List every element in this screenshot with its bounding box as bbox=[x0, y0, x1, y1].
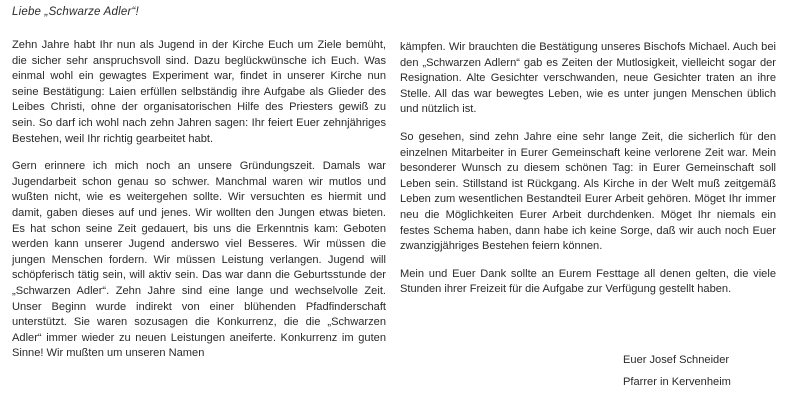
paragraph-continuation: kämpfen. Wir brauchten die Bestätigung unseres Bischofs Michael. Auch bei den „Schwarzen Adlern“ gab es Zeiten der Mutlosigkeit, vielleicht sogar der Resignation. Alte Gesichter verschwanden, neue Gesichter traten an ihre Stelle. All das war bewegtes Leben, wie es unter jungen Menschen üblich und nützlich ist. bbox=[400, 41, 776, 116]
paragraph-thanks: Mein und Euer Dank sollte an Eurem Festtage all denen gelten, die viele Stunden ihrer Freizeit für die Aufgabe zur Verfügung gestellt haben. bbox=[400, 267, 776, 296]
paragraph-wish: So gesehen, sind zehn Jahre eine sehr lange Zeit, die sicherlich für den einzelnen Mitarbeiter in Eurer Gemeinschaft keine verlorene Zeit war. Mein besonderer Wunsch zu diesem schönen Tag: in Eurer Gemeinschaft soll Leben sein. Stillstand ist Rückgang. Als Kirche in der Welt muß zeitgemäß Leben zum wesentlichen Bestandteil Eurer Arbeit gehören. Möget Ihr immer neu die Möglichkeiten Eurer Arbeit durchdenken. Möget Ihr niemals ein festes Schema haben, dann habe ich keine Sorge, daß wir auch noch Euer zwanzigjähriges Bestehen feiern können. bbox=[400, 130, 776, 253]
signature-block bbox=[623, 349, 731, 393]
right-column bbox=[400, 40, 776, 310]
paragraph-founding: Gern erinnere ich mich noch an unsere Gründungszeit. Damals war Jugendarbeit schon genau so schwer. Manchmal waren wir mutlos und wußten nicht, wie es weitergehen sollte. Wir versuchten es hiermit und damit, gaben dieses auf und jenes. Wir wollten den Jungen etwas bieten. Es hat schon seine Zeit gedauert, bis uns die Erkenntnis kam: Geboten werden kann unserer Jugend anderswo viel Besseres. Wir müssen die jungen Menschen fordern. Wir müssen Leistung verlangen. Jugend will schöpferisch tätig sein, will aktiv sein. Das war dann die Geburtsstunde der „Schwarzen Adler“. Zehn Jahre sind eine lange und wechselvolle Zeit. Unser Beginn wurde indirekt von einer blühenden Pfadfinderschaft unterstützt. Sie waren sozusagen die Konkurrenz, die die „Schwarzen Adler“ immer wieder zu neuen Leistungen aneiferte. Konkurrenz im guten Sinne! Wir mußten um unseren Namen bbox=[12, 160, 386, 360]
left-column bbox=[12, 38, 386, 374]
paragraph-intro: Zehn Jahre habt Ihr nun als Jugend in der Kirche Euch um Ziele bemüht, die sicher sehr anspruchsvoll sind. Dazu beglückwünsche ich Euch. Was einmal wohl ein gewagtes Experiment war, findet in unserer Kirche nun seine Bestätigung: Laien erfüllen selbständig ihre Aufgabe als Glieder des Leibes Christi, ohne der organisatorischen Hilfe des Priesters gewiß zu sein. So darf ich wohl nach zehn Jahren sagen: Ihr feiert Euer zehnjähriges Bestehen, weil Ihr richtig gearbeitet habt. bbox=[12, 39, 386, 145]
salutation: Liebe „Schwarze Adler“! bbox=[12, 6, 139, 18]
signature-name: Euer Josef Schneider bbox=[623, 354, 730, 366]
signature-title: Pfarrer in Kervenheim bbox=[623, 376, 731, 388]
